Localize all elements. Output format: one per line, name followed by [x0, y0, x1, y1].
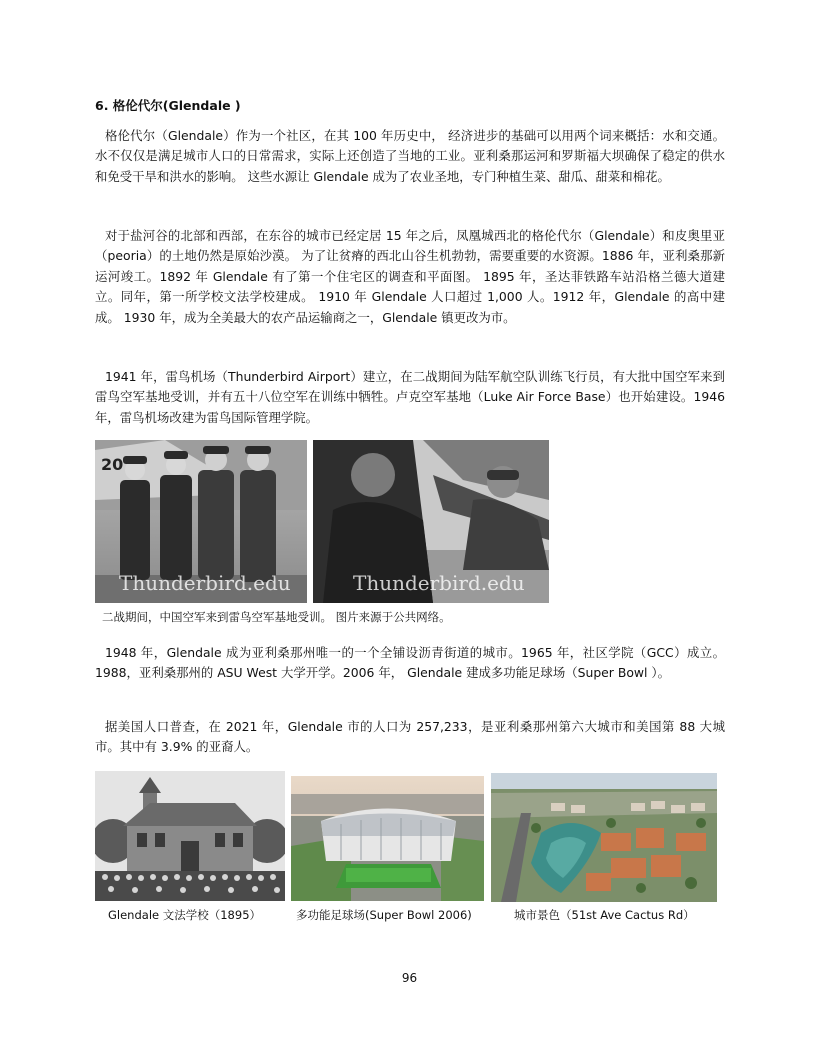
city-photo-caption: 城市景色（51st Ave Cactus Rd）	[514, 908, 695, 922]
svg-text:20: 20	[101, 455, 124, 474]
paragraph-population: 据美国人口普查，在 2021 年，Glendale 市的人口为 257,233，是亚利桑那州第六大城市和美国第 88 大城市。其中有 3.9% 的亚裔人。	[95, 719, 725, 755]
section-heading: 6. 格伦代尔(Glendale )	[95, 98, 241, 113]
paragraph-development: 1948 年，Glendale 成为亚利桑那州唯一的一个全铺设沥青街道的城市。1965 年，社区学院（GCC）成立。1988，亚利桑那州的 ASU West 大学开学。2006 年， Glendale 建成多功能足球场（Super Bowl ）。	[95, 645, 725, 681]
stadium-photo-caption: 多功能足球场(Super Bowl 2006)	[296, 908, 472, 922]
watermark-text: Thunderbird.edu	[119, 571, 291, 595]
paragraph-history: 对于盐河谷的北部和西部，在东谷的城市已经定居 15 年之后，凤凰城西北的格伦代尔（Glendale）和皮奥里亚（peoria）的土地仍然是原始沙漠。 为了让贫瘠的西北山谷生机勃勃，需要重要的水资源。1886 年，亚利桑那新运河竣工。1892 年 Glendale 有了第一个住宅区的调查和平面图。 1895 年，圣达菲铁路车站沿格兰德大道建立。同年，第一所学校文法学校建成。 1910 年 Glendale 人口超过 1,000 人。1912 年，Glendale 的高中建成。 1930 年，成为全美最大的农产品运输商之一，Glendale 镇更改为市。	[95, 228, 725, 325]
paragraph-water-transport: 格伦代尔（Glendale）作为一个社区，在其 100 年历史中， 经济进步的基础可以用两个词来概括：水和交通。 水不仅仅是满足城市人口的日常需求，实际上还创造了当地的工业。亚利桑那运河和罗斯福大坝确保了稳定的供水和免受干旱和洪水的影响。 这些水源让 Glendale 成为了农业圣地，专门种植生菜、甜瓜、甜菜和棉花。	[95, 128, 725, 184]
photo-cockpit-training	[313, 440, 549, 603]
page-number: 96	[401, 971, 418, 985]
photo-stadium	[291, 776, 484, 901]
school-photo-caption: Glendale 文法学校（1895）	[108, 908, 262, 922]
ww2-photo-caption: 二战期间，中国空军来到雷鸟空军基地受训。 图片来源于公共网络。	[102, 610, 451, 624]
photo-city-aerial	[491, 773, 717, 902]
watermark-text-2: Thunderbird.edu	[353, 571, 525, 595]
photo-airmen-group	[95, 440, 307, 603]
paragraph-thunderbird: 1941 年，雷鸟机场（Thunderbird Airport）建立，在二战期间为陆军航空队训练飞行员，有大批中国空军来到雷鸟空军基地受训，并有五十八位空军在训练中牺牲。卢克空军基地（Luke Air Force Base）也开始建设。1946 年，雷鸟机场改建为雷鸟国际管理学院。	[95, 369, 725, 425]
photo-grammar-school	[95, 771, 285, 901]
